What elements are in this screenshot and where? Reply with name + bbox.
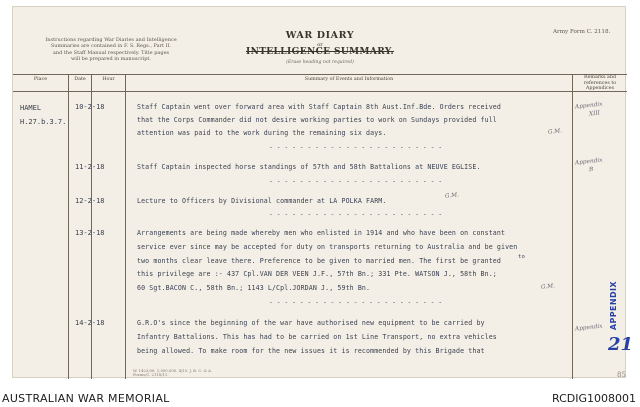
table-top-rule	[13, 74, 627, 75]
entry-text-line: Staff Captain inspected horse standings of 57th and 58th Battalions at NEUVE EGLISE.	[137, 163, 481, 171]
column-header-remarks	[573, 75, 627, 91]
handwritten-initial: G.M.	[540, 283, 556, 291]
appendix-annotation: Appendix	[574, 101, 603, 111]
imprint-line: Forms/C. 2118/11.	[133, 372, 169, 378]
entry-text-line: two months clear leave there. Preference to be given to married men. The first be granted	[137, 257, 501, 265]
entry-text-line: G.R.O's since the beginning of the war have authorised new equipment to be carried by	[137, 319, 485, 327]
entry-text-line: attention was paid to the work during the remaining six days.	[137, 129, 387, 137]
column-divider	[91, 74, 92, 379]
remarks-line: Appendices	[585, 86, 615, 91]
column-header-date: Date	[74, 77, 86, 82]
remarks-line: Remarks and	[583, 75, 617, 80]
appendix-annotation: XIII	[588, 110, 601, 118]
entry-text-line: Lecture to Officers by Divisional commander at LA POLKA FARM.	[137, 197, 387, 205]
instructions-line: Summaries are contained in F. S. Regs., Part II.	[50, 43, 172, 50]
entry-text-line: service ever since may be accepted for duty on transports returning to Australia and be given	[137, 243, 518, 251]
place-cell: HAMEL	[20, 104, 42, 112]
archive-id: RCDIG1008001	[551, 392, 636, 405]
army-form-label: Army Form C. 2118.	[553, 29, 611, 35]
column-divider	[68, 74, 69, 379]
subtitle-struck: INTELLIGENCE SUMMARY.	[245, 47, 395, 57]
title-or: or	[317, 42, 323, 48]
instructions-line: will be prepared in manuscript.	[70, 56, 151, 63]
remarks-line: references to	[583, 80, 617, 86]
entry-separator: - - - - - - - - - - - - - - - - - - - - - - -	[269, 177, 443, 185]
entry-text-line: Infantry Battalions. This has had to be carried on 1st Line Transport, no extra vehicles	[137, 333, 497, 341]
handwritten-initial: G.M.	[444, 192, 460, 200]
column-header-place: Place	[33, 77, 48, 82]
instructions-line: and the Staff Manual respectively. Title pages	[52, 49, 170, 56]
entry-text-line: being allowed. To make room for the new issues it is recommended by this Brigade that	[137, 347, 485, 355]
handwritten-initial: G.M.	[547, 128, 563, 136]
place-cell: H.27.b.3.7.	[20, 118, 67, 126]
page-number: 85	[617, 371, 626, 379]
date-cell: 11-2-18	[75, 163, 105, 171]
entry-text-line: that the Corps Commander did not desire working parties to work on Sundays provided full	[137, 116, 497, 124]
date-cell: 14-2-18	[75, 319, 105, 327]
inserted-word: to	[518, 254, 525, 260]
appendix-annotation: B	[588, 166, 594, 174]
column-divider	[572, 74, 573, 379]
entry-separator: - - - - - - - - - - - - - - - - - - - - - - -	[269, 143, 443, 151]
diary-page	[12, 6, 634, 379]
subtitle-note: (Erase heading not required)	[286, 60, 354, 65]
entry-separator: - - - - - - - - - - - - - - - - - - - - - - -	[269, 298, 443, 306]
printer-imprint	[133, 369, 212, 378]
date-cell: 10-2-18	[75, 103, 105, 111]
page-title: WAR DIARY	[285, 30, 355, 41]
archive-credit: AUSTRALIAN WAR MEMORIAL	[2, 392, 170, 405]
entry-text-line: this privilege are :- 437 Cpl.VAN DER VEEN J.F., 57th Bn.; 331 Pte. WATSON J., 58th Bn.;	[137, 270, 497, 278]
entry-text-line: Staff Captain went over forward area with Staff Captain 8th Aust.Inf.Bde. Orders received	[137, 103, 501, 111]
appendix-annotation: Appendix	[574, 323, 603, 333]
instructions-line: Instructions regarding War Diaries and Intelligence	[45, 37, 177, 43]
date-cell: 13-2-18	[75, 229, 105, 237]
appendix-annotation: Appendix	[574, 157, 603, 167]
date-cell: 12-2-18	[75, 197, 105, 205]
appendix-stamp: APPENDIX	[609, 281, 618, 331]
column-header-summary: Summary of Events and Information	[304, 77, 394, 82]
column-divider	[125, 74, 126, 379]
entry-text-line: Arrangements are being made whereby men who enlisted in 1914 and who have been on constant	[137, 229, 506, 237]
appendix-number: 21	[608, 334, 634, 355]
imprint-line: W. 1423/36. 1,000,000. 4/15. J. B. C. & A.	[133, 368, 213, 373]
table-header-rule	[13, 91, 627, 92]
entry-separator: - - - - - - - - - - - - - - - - - - - - - - -	[269, 210, 443, 218]
entry-text-line: 60 Sgt.BACON C., 58th Bn.; 1143 L/Cpl.JORDAN J., 59th Bn.	[137, 284, 371, 292]
page-subtitle	[13, 47, 627, 57]
column-header-hour: Hour	[102, 77, 115, 82]
